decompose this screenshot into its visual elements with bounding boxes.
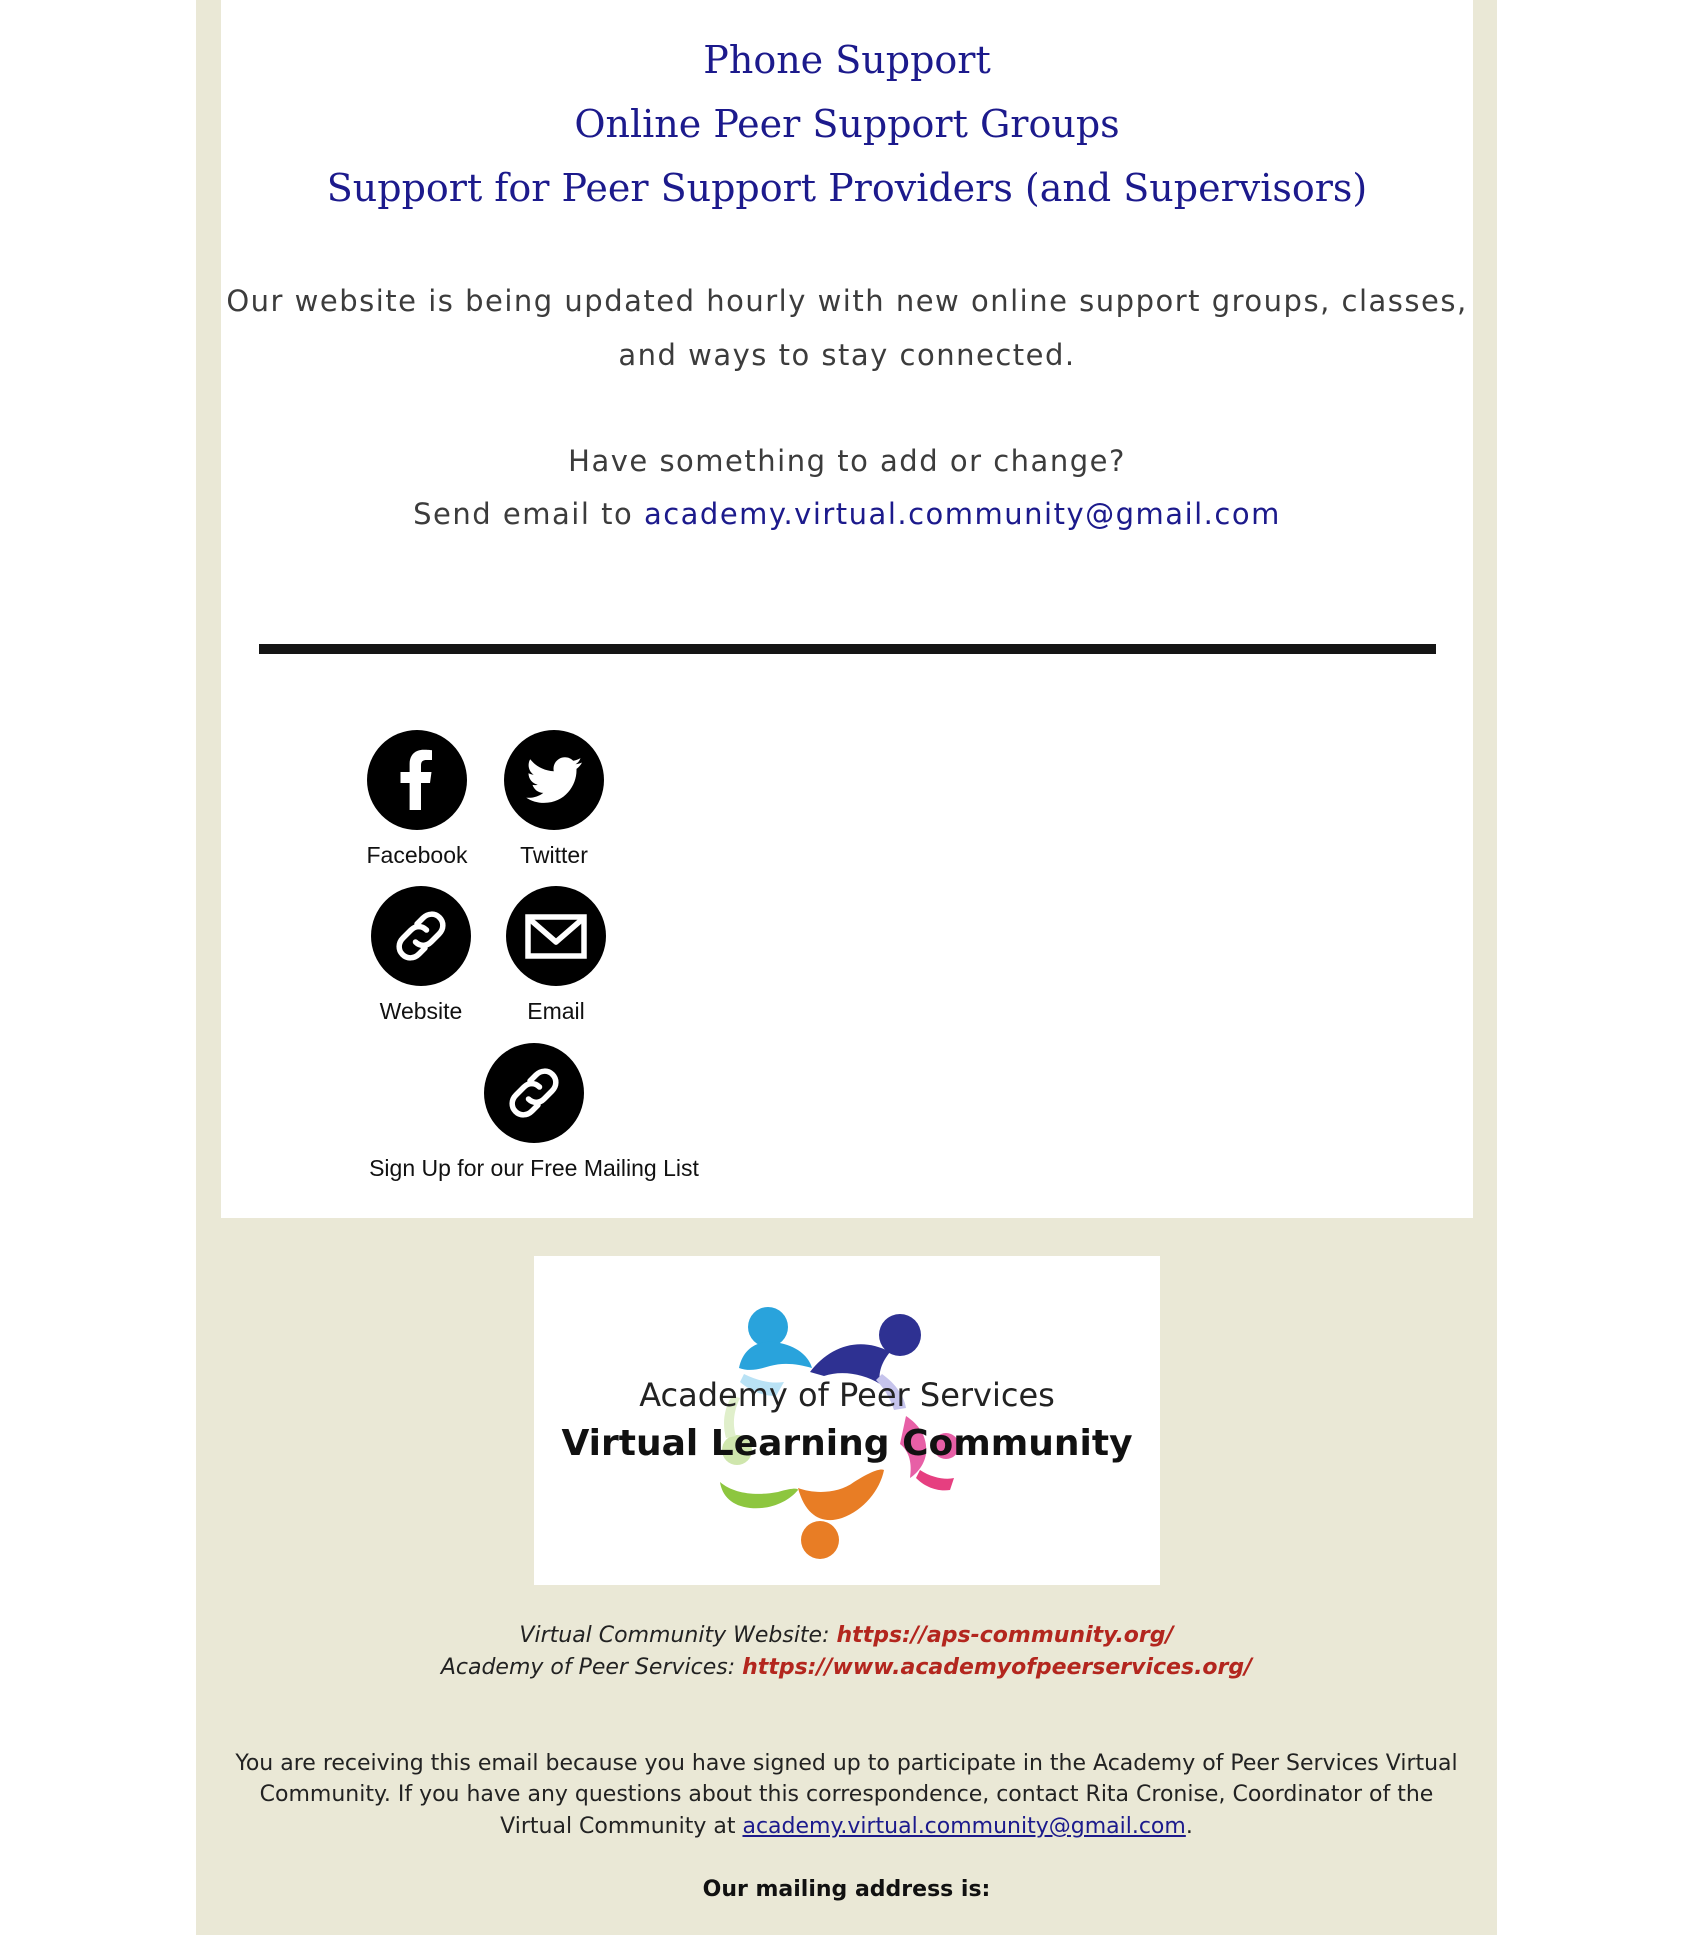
twitter-icon — [504, 730, 604, 830]
content-card — [221, 0, 1473, 1218]
link-icon — [484, 1043, 584, 1143]
providers-link[interactable]: Support for Peer Support Providers (and Supervisors) — [326, 166, 1368, 210]
email-label: Email — [527, 998, 585, 1024]
aps-website-line — [196, 1657, 1497, 1679]
online-groups-link[interactable]: Online Peer Support Groups — [574, 102, 1120, 146]
vc-website-label: Virtual Community Website: — [519, 1623, 830, 1648]
signup-label: Sign Up for our Free Mailing List — [369, 1155, 699, 1181]
notice-line-1: You are receiving this email because you have signed up to participate in the Academy of Peer Services Virtual — [235, 1751, 1458, 1776]
mailing-address-heading: Our mailing address is: — [702, 1877, 991, 1902]
facebook-icon — [367, 730, 467, 830]
vc-website-link[interactable]: https://aps-community.org/ — [836, 1623, 1174, 1648]
link-icon — [371, 886, 471, 986]
logo-line-1: Academy of Peer Services — [639, 1376, 1055, 1414]
notice-suffix: . — [1185, 1814, 1193, 1839]
intro-line-2: and ways to stay connected. — [618, 338, 1076, 372]
logo — [534, 1256, 1160, 1585]
logo-line-2: Virtual Learning Community — [561, 1423, 1133, 1464]
signup-button[interactable] — [484, 1043, 584, 1143]
notice-line-2: Community. If you have any questions about this correspondence, contact Rita Cronise, Coordinator of the — [259, 1782, 1434, 1807]
intro-line-1: Our website is being updated hourly with new online support groups, classes, — [226, 284, 1468, 318]
people-circle-icon — [534, 1256, 1160, 1585]
contact-email-link[interactable]: academy.virtual.community@gmail.com — [643, 497, 1281, 531]
contact-question: Have something to add or change? — [568, 444, 1126, 478]
website-label: Website — [379, 998, 463, 1024]
phone-support-link[interactable]: Phone Support — [703, 38, 991, 82]
aps-website-label: Academy of Peer Services: — [440, 1655, 736, 1680]
aps-website-link[interactable]: https://www.academyofpeerservices.org/ — [742, 1655, 1253, 1680]
facebook-button[interactable] — [367, 730, 467, 830]
email-button[interactable] — [506, 886, 606, 986]
notice-email-link[interactable]: academy.virtual.community@gmail.com — [742, 1814, 1186, 1839]
send-prefix: Send email to — [413, 497, 634, 531]
twitter-button[interactable] — [504, 730, 604, 830]
contact-line — [221, 497, 1473, 531]
notice-line-3 — [196, 1816, 1497, 1838]
facebook-label: Facebook — [366, 842, 468, 868]
vc-website-line — [196, 1625, 1497, 1647]
website-button[interactable] — [371, 886, 471, 986]
twitter-label: Twitter — [520, 842, 588, 868]
envelope-icon — [506, 886, 606, 986]
notice-prefix: Virtual Community at — [500, 1814, 736, 1839]
section-divider — [259, 644, 1436, 654]
